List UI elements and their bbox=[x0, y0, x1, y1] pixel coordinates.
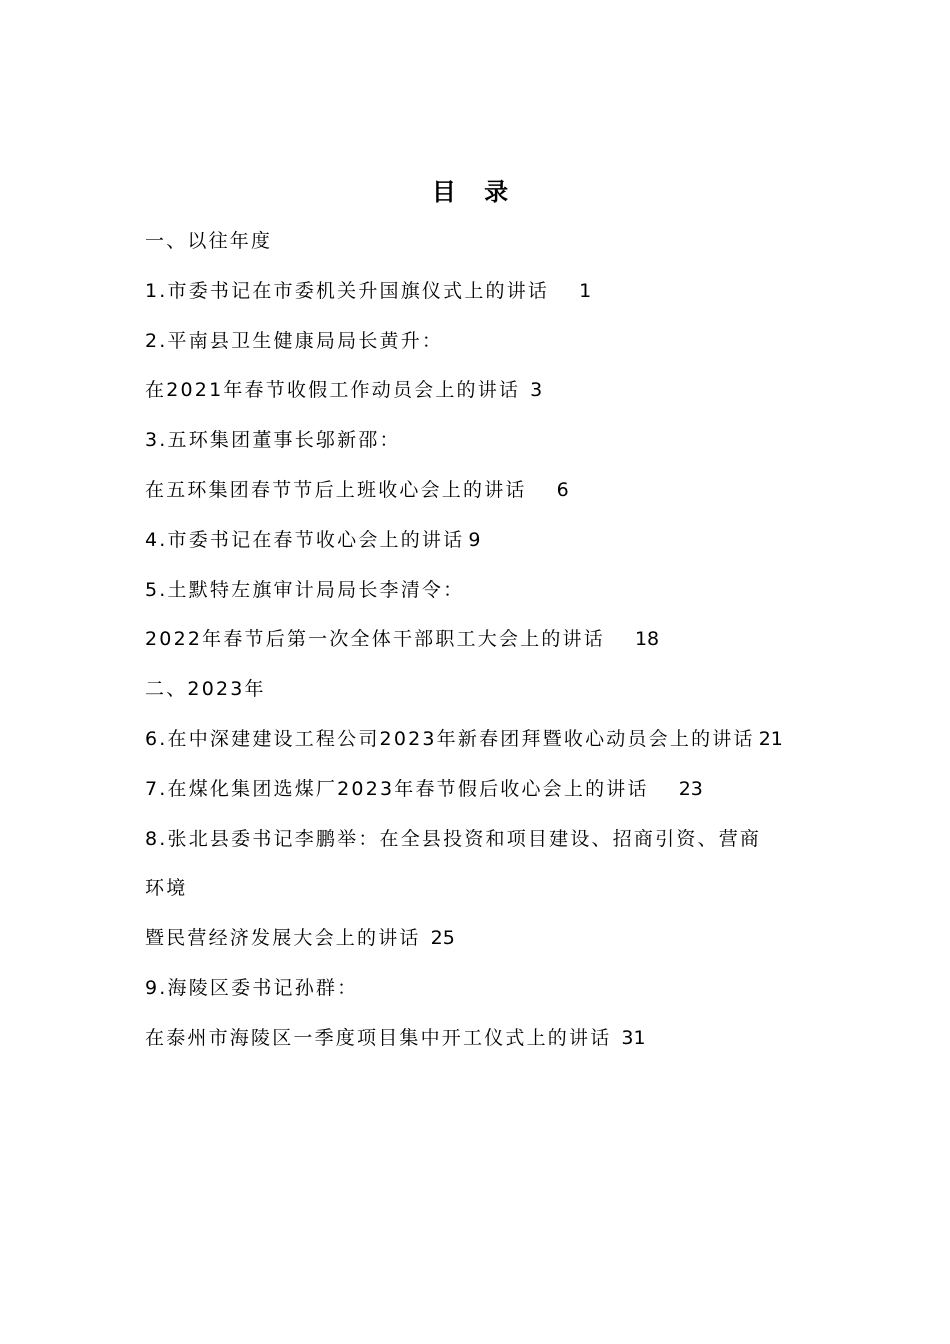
toc-entry[interactable] bbox=[145, 1021, 825, 1071]
toc-entry-text: 9.海陵区委书记孙群： bbox=[145, 976, 359, 999]
toc-entry-page: 3 bbox=[530, 379, 543, 402]
toc-entry[interactable] bbox=[145, 423, 825, 473]
toc-entry[interactable] bbox=[145, 324, 825, 374]
toc-entry[interactable] bbox=[145, 921, 825, 971]
toc-entry-text: 在五环集团春节节后上班收心会上的讲话 bbox=[145, 478, 527, 501]
toc-entry-page: 18 bbox=[634, 628, 660, 651]
toc-entry-text: 在泰州市海陵区一季度项目集中开工仪式上的讲话 bbox=[145, 1026, 612, 1049]
toc-entry[interactable] bbox=[145, 274, 825, 324]
toc-entry-page: 9 bbox=[468, 528, 481, 551]
toc-entry-page: 6 bbox=[556, 478, 569, 501]
toc-entry-text: 暨民营经济发展大会上的讲话 bbox=[145, 927, 421, 950]
toc-entry-page: 31 bbox=[621, 1026, 646, 1049]
table-of-contents bbox=[145, 224, 825, 1071]
toc-entry-text: 2022年春节后第一次全体干部职工大会上的讲话 bbox=[145, 628, 605, 651]
toc-entry-text: 4.市委书记在春节收心会上的讲话 bbox=[145, 528, 465, 551]
toc-entry-text: 7.在煤化集团选煤厂2023年春节假后收心会上的讲话 bbox=[145, 777, 649, 800]
section-heading bbox=[145, 224, 825, 274]
toc-entry-page: 25 bbox=[430, 927, 455, 950]
toc-title: 目 录 bbox=[431, 178, 519, 206]
toc-entry-text: 环境 bbox=[145, 877, 188, 900]
toc-entry[interactable] bbox=[145, 971, 825, 1021]
toc-entry-text: 在2021年春节收假工作动员会上的讲话 bbox=[145, 379, 521, 402]
toc-entry[interactable] bbox=[145, 622, 825, 672]
toc-entry-text: 1.市委书记在市委机关升国旗仪式上的讲话 bbox=[145, 279, 550, 302]
section-heading bbox=[145, 672, 825, 722]
toc-entry-text: 6.在中深建建设工程公司2023年新春团拜暨收心动员会上的讲话 bbox=[145, 727, 755, 750]
toc-entry-page: 23 bbox=[678, 777, 703, 800]
section-heading-text: 一、以往年度 bbox=[145, 230, 273, 252]
toc-entry-page: 21 bbox=[758, 727, 783, 750]
toc-entry[interactable] bbox=[145, 373, 825, 423]
section-heading-text: 二、2023年 bbox=[145, 678, 266, 701]
toc-entry[interactable] bbox=[145, 722, 825, 772]
toc-entry-text: 2.平南县卫生健康局局长黄升： bbox=[145, 329, 444, 352]
toc-entry-page: 1 bbox=[579, 279, 592, 302]
toc-entry[interactable] bbox=[145, 473, 825, 523]
toc-entry[interactable] bbox=[145, 772, 825, 822]
toc-entry-text: 8.张北县委书记李鹏举：在全县投资和项目建设、招商引资、营商 bbox=[145, 827, 762, 850]
toc-entry[interactable] bbox=[145, 573, 825, 623]
toc-entry[interactable] bbox=[145, 822, 825, 872]
toc-entry[interactable] bbox=[145, 523, 825, 573]
toc-entry[interactable] bbox=[145, 871, 825, 921]
toc-entry-text: 5.土默特左旗审计局局长李清令： bbox=[145, 578, 465, 601]
toc-entry-text: 3.五环集团董事长邬新邵： bbox=[145, 429, 401, 452]
